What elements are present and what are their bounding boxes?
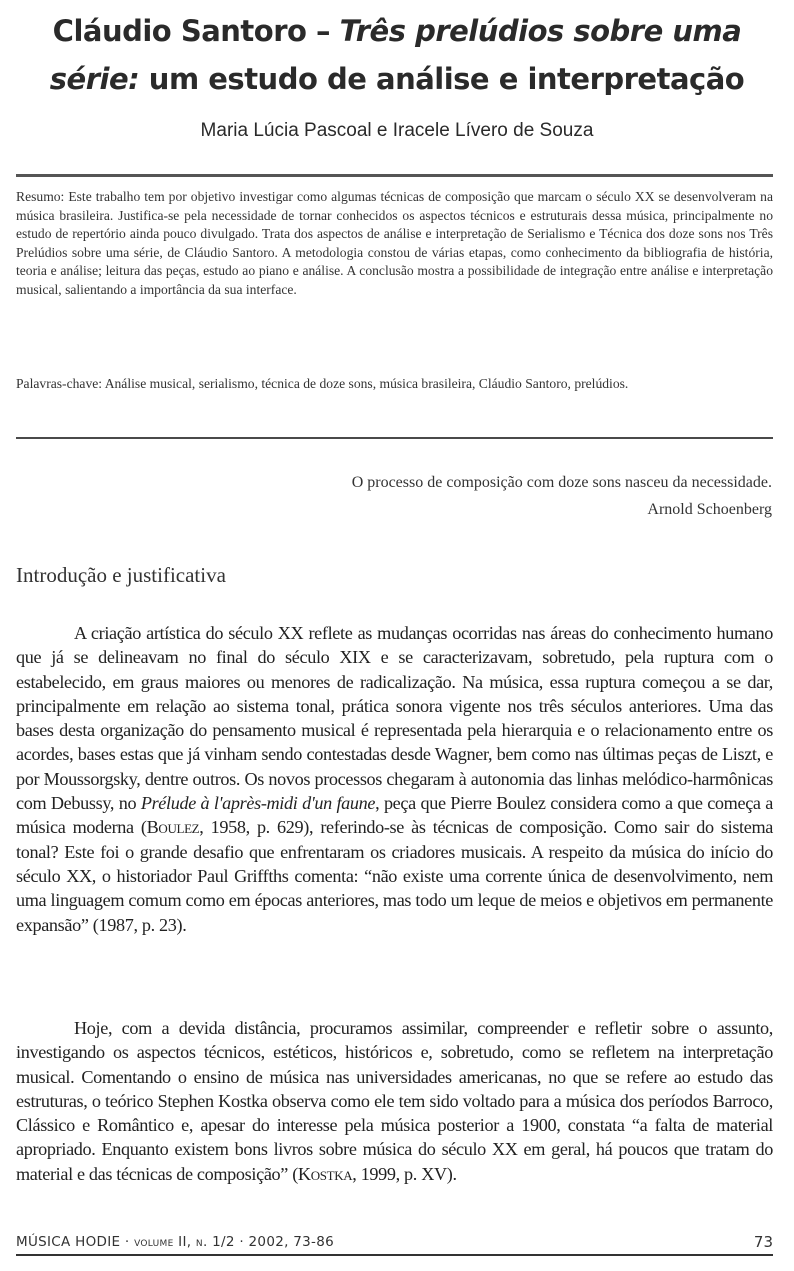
article-title-line-1 [0,14,794,48]
paragraph-2-text: Hoje, com a devida distância, procuramos assimilar, compreender e refletir sobre o assunto, investigando os aspectos técnicos, estéticos, históricos e, sobretudo, como se refletem na interpretação musical. Comentando o ensino de música nas universidades americanas, no que se refere ao estudo das estruturas, o teórico Stephen Kostka observa como ele tem sido voltado para a música dos períodos Barroco, Clássico e Romântico e, apesar do interesse pela música posterior a 1900, constata “a falta de material apropriado. Enquanto existem bons livros sobre música do século XX em geral, há poucos que tratam do material e das técnicas de composição” ( [16,1018,773,1184]
paragraph-1-text-b: , peça que Pierre Boulez considera como a que começa a música moderna ( [16,793,773,838]
title-subtitle: um estudo de análise e interpretação [139,62,745,96]
abstract-divider [16,437,773,439]
header-divider [16,174,773,177]
authors: Maria Lúcia Pascoal e Iracele Lívero de Souza [200,120,594,141]
article-title-line-2 [0,62,794,96]
title-work-name-cont: série: [49,62,140,96]
epigraph [352,469,772,523]
abstract: Resumo: Este trabalho tem por objetivo investigar como algumas técnicas de composição que marcam o século XX se desenvolveram na música brasileira. Justifica-se pela necessidade de tornar conhecidos os aspectos técnicos e estruturais dessa música, principalmente no estudo de repertório ainda pouco divulgado. Trata dos aspectos de análise e interpretação de Serialismo e Técnica dos doze sons nos Três Prelúdios sobre uma série, de Cláudio Santoro. A metodologia constou de várias etapas, como conhecimento da bibliografia de história, teoria e análise; leitura das peças, estudo ao piano e análise. A conclusão mostra a possibilidade de integração entre análise e interpretação musical, salientando a importância da sua interface. [16,189,773,297]
paragraph-1 [16,621,773,937]
paragraph-1-text-c: , referindo-se às técnicas de composição. Como sair do sistema tonal? Este foi o grande desafio que enfrentaram os criadores musicais. A respeito da música do início do século XX, o historiador Paul Griffths comenta: “não existe uma corrente única de desenvolvimento, nem uma linguagem comum como em épocas anteriores, mas todo um leque de meios e objetivos em permanente expansão” (1987, p. 23). [16,817,773,935]
journal-citation [16,1234,334,1250]
journal-name: MÚSICA HODIE [16,1234,121,1250]
title-author-subject: Cláudio Santoro – [52,14,340,48]
epigraph-quote: O processo de composição com doze sons nasceu da necessidade. [351,474,772,491]
epigraph-author: Arnold Schoenberg [647,501,772,518]
keywords: Palavras-chave: Análise musical, serialismo, técnica de doze sons, música brasileira, Cláudio Santoro, prelúdios. [16,376,629,391]
citation-details: , 1958, p. 629) [199,817,309,838]
section-heading: Introdução e justificativa [16,563,226,587]
title-work-name: Três prelúdios sobre uma [339,14,742,48]
paragraph-1-text-a: A criação artística do século XX reflete as mudanças ocorridas nas áreas do conhecimento humano que já se delineavam no final do século XIX e se caracterizavam, sobretudo, pela ruptura com o estabelecido, em graus maiores ou menores de radicalização. Na música, essa ruptura começou a se dar, principalmente em relação ao sistema tonal, prática sonora vigente nos três séculos anteriores. Uma das bases desta organização do pensamento musical é representada pela hierarquia e o relacionamento entre os acordes, bases estas que já vinham sendo contestadas desde Wagner, bem como nas últimas peças de Liszt, e por Moussorgsky, dentre outros. Os novos processos chegaram à autonomia das linhas melódico-harmônicas com Debussy, no [16,623,773,814]
footer-divider [16,1254,773,1256]
citation-details: , 1999, p. XV). [352,1163,457,1184]
page-number: 73 [753,1233,773,1251]
citation-author: Boulez [146,817,200,838]
paragraph-2 [16,1016,773,1186]
work-title-italic: Prélude à l'après-midi d'un faune [140,793,376,814]
journal-volume: · volume II, n. 1/2 · 2002, 73-86 [120,1234,335,1250]
citation-author: Kostka [297,1163,353,1184]
